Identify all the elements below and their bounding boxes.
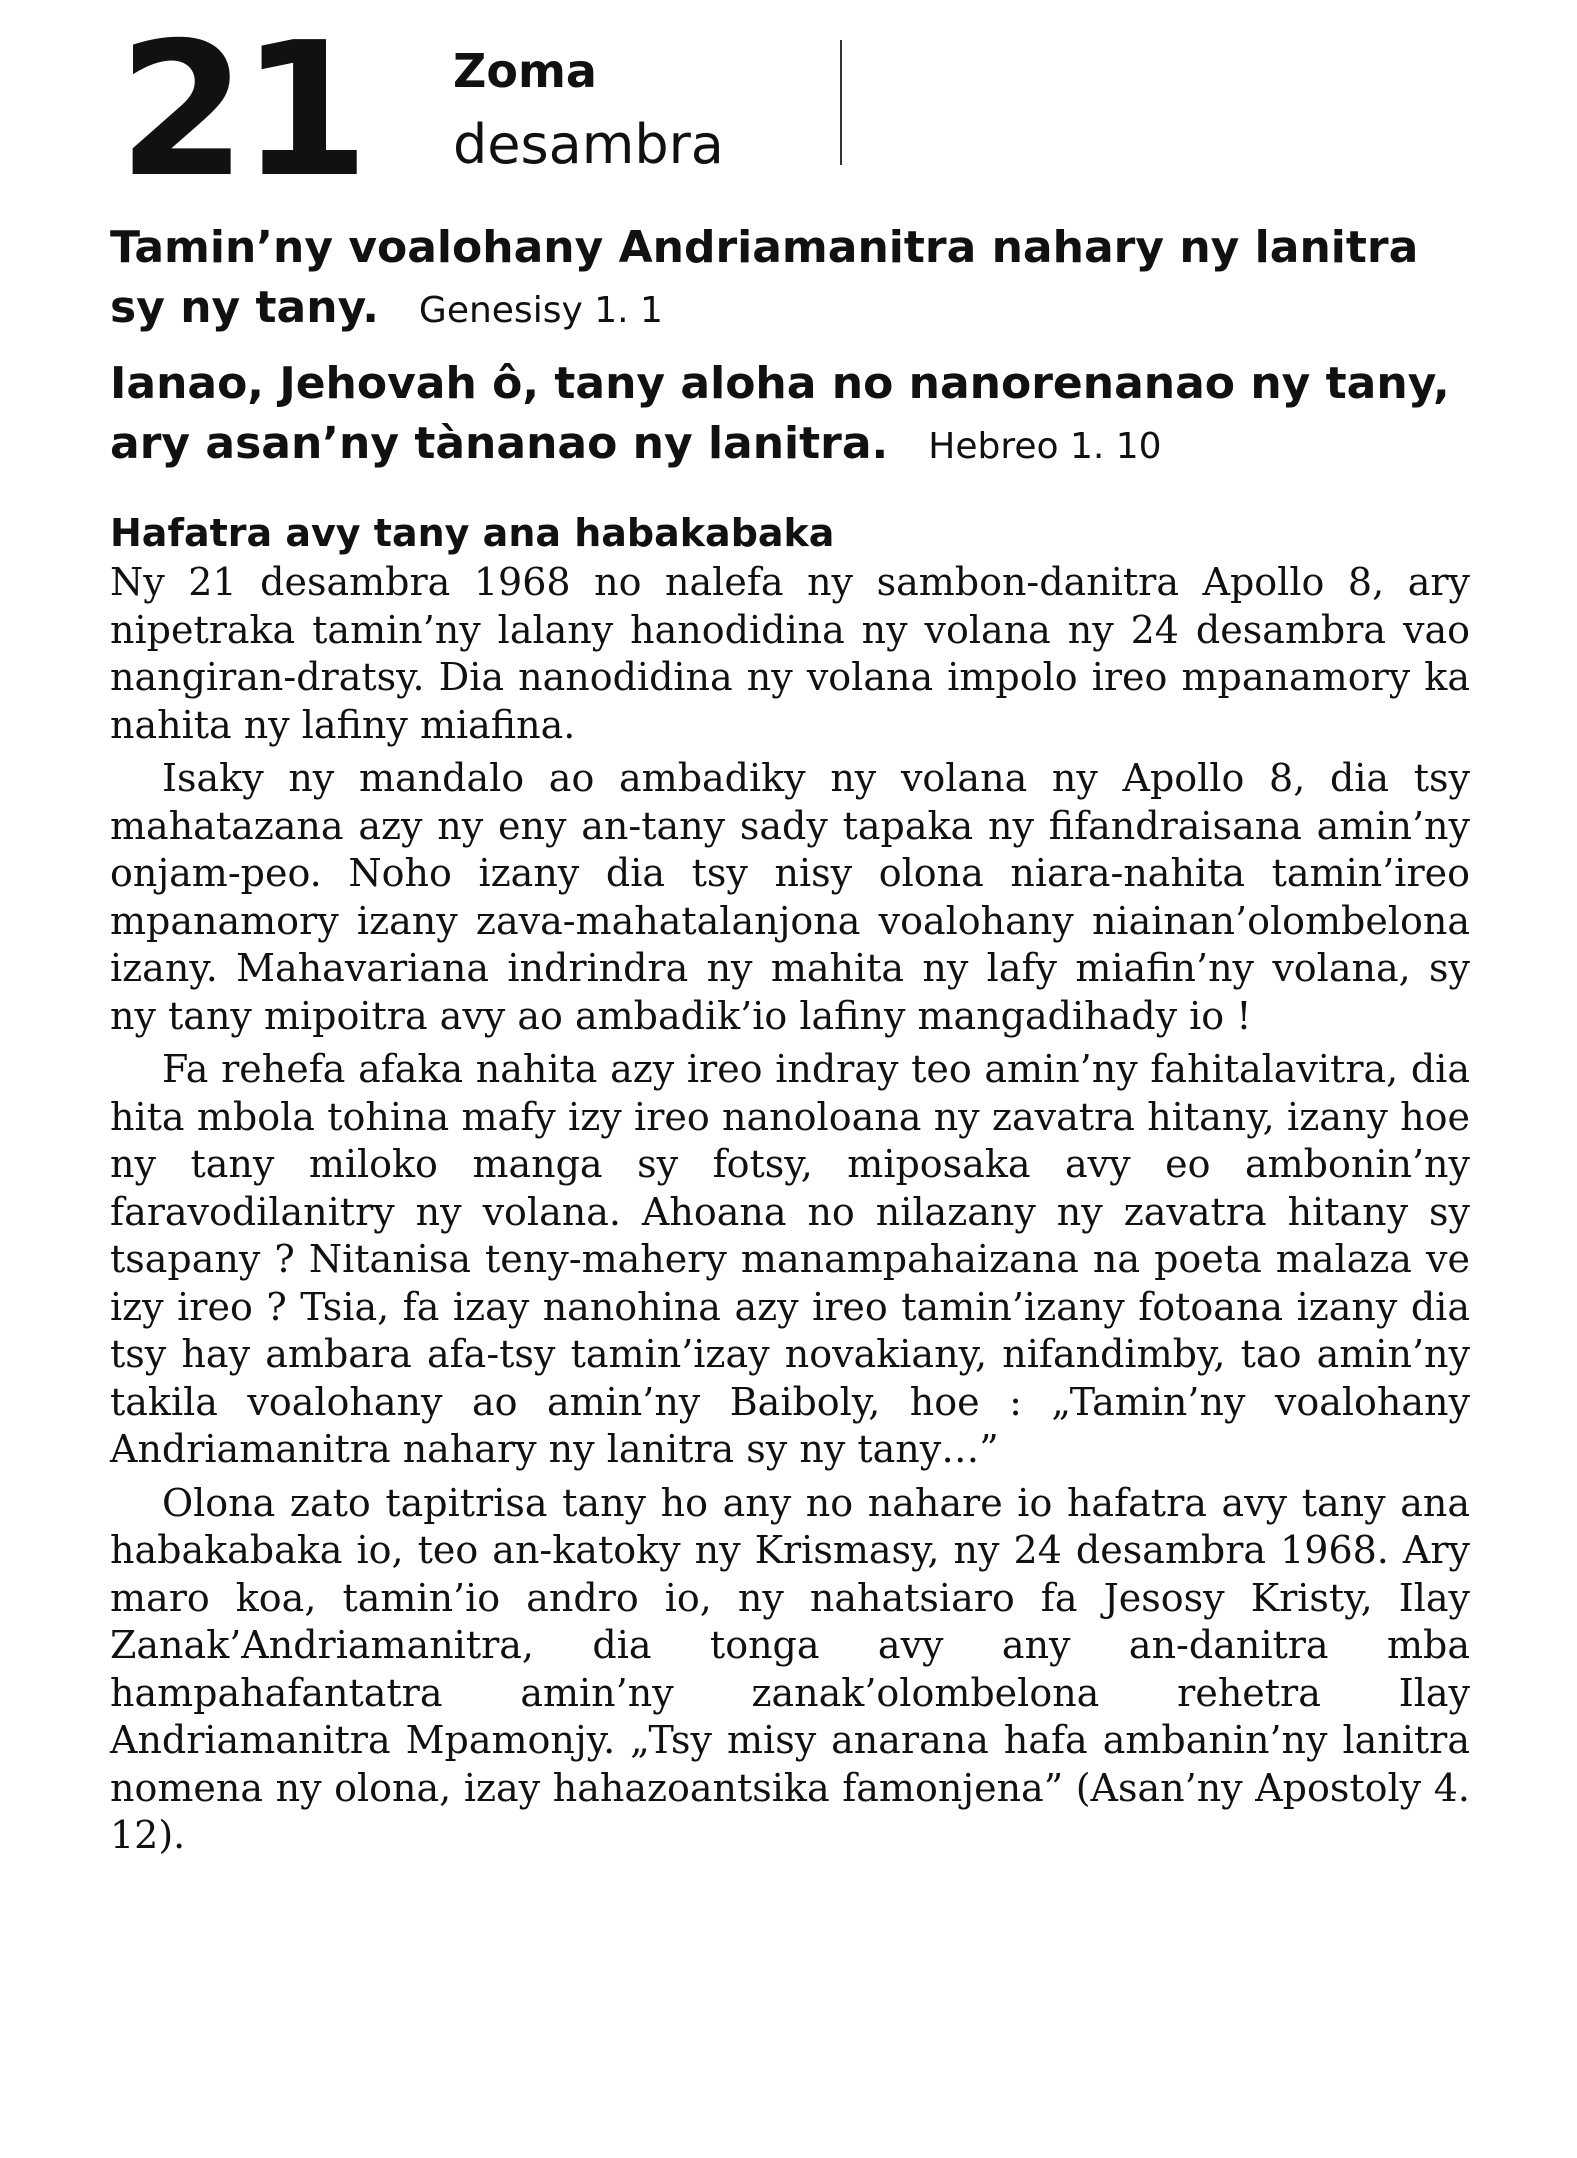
verse-2 <box>110 354 1470 477</box>
article-paragraph: Isaky ny mandalo ao ambadiky ny volana ny Apollo 8, dia tsy mahatazana azy ny eny an-tany sady tapaka ny fifandraisana amin’ny onjam-peo. Noho izany dia tsy nisy olona niara-nahita tamin’ireo mpanamory izany zava-mahatalanjona voalohany niainan’olombelona izany. Mahavariana indrindra ny mahita ny lafy miafin’ny volana, sy ny tany mipoitra avy ao ambadik’io lafiny mangadihady io ! <box>110 756 1470 1038</box>
verse-1-reference: Genesisy 1. 1 <box>418 290 663 331</box>
verse-2-reference: Hebreo 1. 10 <box>928 426 1162 467</box>
article-paragraph: Olona zato tapitrisa tany ho any no nahare io hafatra avy tany ana habakabaka io, teo an-katoky ny Krismasy, ny 24 desambra 1968. Ary maro koa, tamin’io andro io, ny nahatsiaro fa Jesosy Kristy, Ilay Zanak’Andriamanitra, dia tonga avy any an-danitra mba hampahafantatra amin’ny zanak’olombelona rehetra Ilay Andriamanitra Mpamonjy. „Tsy misy anarana hafa ambanin’ny lanitra nomena ny olona, izay hahazoantsika famonjena” (Asan’ny Apostoly 4. 12). <box>110 1480 1470 1857</box>
verse-2-text: Ianao, Jehovah ô, tany aloha no nanorenanao ny tany, ary asan’ny tànanao ny lanitra. <box>110 358 1450 469</box>
header-divider <box>840 40 842 165</box>
article-body <box>110 559 1470 1860</box>
weekday: Zoma <box>453 44 597 98</box>
article-title: Hafatra avy tany ana habakabaka <box>110 511 835 555</box>
verse-1 <box>110 218 1470 341</box>
article-paragraph: Ny 21 desambra 1968 no nalefa ny sambon-danitra Apollo 8, ary nipetraka tamin’ny lalany hanodidina ny volana ny 24 desambra vao nangiran-dratsy. Dia nanodidina ny volana impolo ireo mpanamory ka nahita ny lafiny miafina. <box>110 560 1470 747</box>
verse-1-text: Tamin’ny voalohany Andriamanitra nahary ny lanitra sy ny tany. <box>110 222 1419 333</box>
day-number: 21 <box>118 2 364 218</box>
article-paragraph: Fa rehefa afaka nahita azy ireo indray teo amin’ny fahitalavitra, dia hita mbola tohina mafy izy ireo nanoloana ny zavatra hitany, izany hoe ny tany miloko manga sy fotsy, miposaka avy eo ambonin’ny faravodilanitry ny volana. Ahoana no nilazany ny zavatra hitany sy tsapany ? Nitanisa teny-mahery manampahaizana na poeta malaza ve izy ireo ? Tsia, fa izay nanohina azy ireo tamin’izany fotoana izany dia tsy hay ambara afa-tsy tamin’izay novakiany, nifandimby, tao amin’ny takila voalohany ao amin’ny Baiboly, hoe : „Tamin’ny voalohany Andriamanitra nahary ny lanitra sy ny tany…” <box>110 1047 1470 1471</box>
month: desambra <box>453 113 724 176</box>
